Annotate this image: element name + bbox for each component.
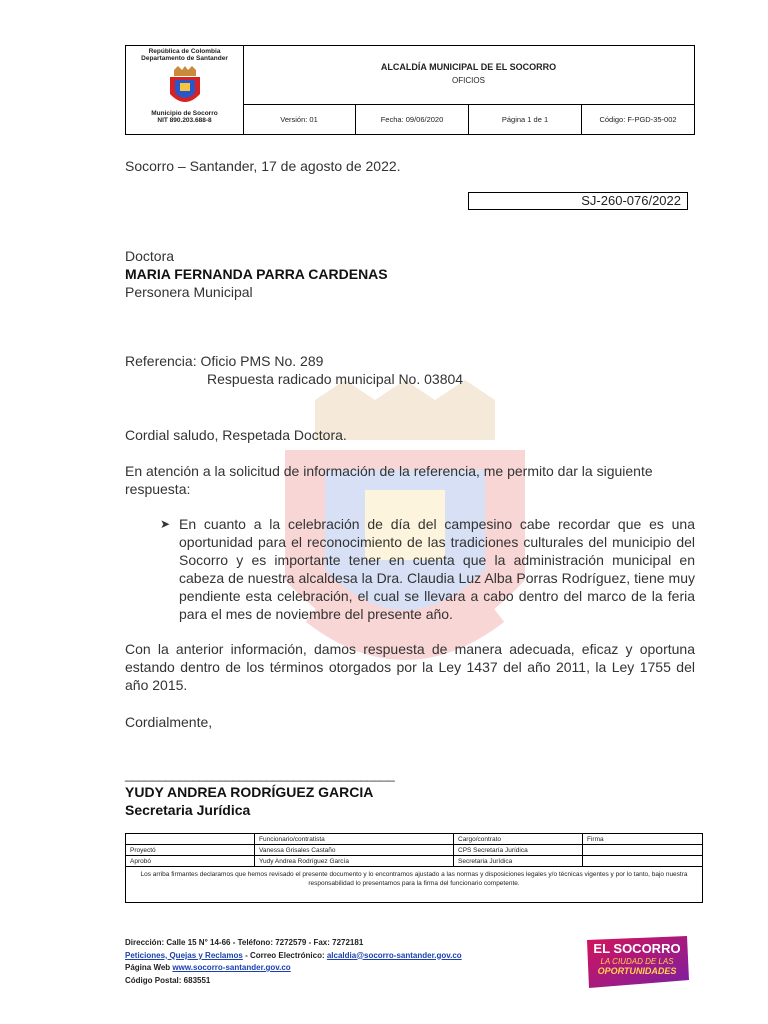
signer-role: Secretaria Jurídica <box>125 802 251 818</box>
recipient-name: MARIA FERNANDA PARRA CARDENAS <box>125 266 388 282</box>
table-cell <box>583 856 703 867</box>
website-link[interactable]: www.socorro-santander.gov.co <box>172 963 291 972</box>
table-cell: Yudy Andrea Rodríguez García <box>255 856 454 867</box>
bullet-arrow-icon: ➤ <box>160 517 171 531</box>
table-header-cell: Cargo/contrato <box>454 834 583 845</box>
el-socorro-badge <box>583 936 691 988</box>
farewell: Cordialmente, <box>125 714 213 730</box>
place-date: Socorro – Santander, 17 de agosto de 2022. <box>125 158 401 174</box>
table-cell: Vanessa Grisales Castaño <box>255 845 454 856</box>
signature-line: ________________________________________ <box>125 767 395 782</box>
header-org: ALCALDÍA MUNICIPAL DE EL SOCORRO <box>380 62 557 72</box>
pqr-link[interactable]: Peticiones, Quejas y Reclamos <box>125 950 243 960</box>
table-header-row <box>126 834 703 845</box>
badge-line-2: OPORTUNIDADES <box>597 966 677 976</box>
table-row <box>126 845 703 856</box>
table-cell: CPS Secretaría Jurídica <box>454 845 583 856</box>
footer <box>125 937 462 987</box>
reference-number: SJ-260-076/2022 <box>468 192 688 210</box>
header-title-cell <box>243 46 694 105</box>
greeting: Cordial saludo, Respetada Doctora. <box>125 427 347 443</box>
header-date: Fecha: 09/06/2020 <box>356 104 469 134</box>
document-header <box>125 45 695 135</box>
table-cell: Secretaria Jurídica <box>454 856 583 867</box>
header-doc-type: OFICIOS <box>452 76 485 85</box>
header-code: Código: F-PGD-35-002 <box>599 114 677 124</box>
header-page: Página 1 de 1 <box>469 104 582 134</box>
closing-paragraph: Con la anterior información, damos respuesta de manera adecuada, eficaz y oportuna estando dentro de los términos otorgados por la Ley 1437 del año 2011, la Ley 1755 del año 2015. <box>125 641 695 693</box>
header-country: República de Colombia <box>148 48 221 55</box>
footer-postal: Código Postal: 683551 <box>125 975 211 985</box>
table-cell: Proyectó <box>126 845 255 856</box>
header-logo-cell <box>126 46 244 134</box>
salutation-title: Doctora <box>125 248 175 264</box>
table-cell <box>583 845 703 856</box>
reference-line-2: Respuesta radicado municipal No. 03804 <box>207 371 464 387</box>
badge-line-1: LA CIUDAD DE LAS <box>600 957 674 966</box>
municipal-crest-icon <box>168 66 202 106</box>
disclaimer: Los arriba firmantes declaramos que hemos revisado el presente documento y lo encontramos ajustado a las normas y disposiciones legales y/o técnicas vigentes y por lo tanto, bajo nuestra responsabilidad lo presentamos para la firma del funcionario competente. <box>126 867 703 903</box>
bullet-paragraph: En cuanto a la celebración de día del campesino cabe recordar que es una oportunidad para el reconocimiento de las tradiciones culturales del municipio del Socorro y es importante tener en cuenta que la administración municipal en cabeza de nuestra alcaldesa la Dra. Claudia Luz Alba Porras Rodríguez, tiene muy pendiente esta celebración, el cual se llevara a cabo dentro del marco de la feria para el mes de noviembre del presente año. <box>179 516 695 622</box>
email-label: - Correo Electrónico: <box>242 950 327 960</box>
recipient-role: Personera Municipal <box>125 284 253 300</box>
email-link[interactable]: alcaldia@socorro-santander.gov.co <box>326 950 462 960</box>
header-nit: NIT 890.203.688-8 <box>157 117 212 124</box>
reference-line-1: Referencia: Oficio PMS No. 289 <box>125 353 324 369</box>
table-header-cell: Firma <box>583 834 703 845</box>
badge-title: EL SOCORRO <box>593 941 681 956</box>
table-row <box>126 856 703 867</box>
table-header-cell <box>126 834 255 845</box>
signer-name: YUDY ANDREA RODRÍGUEZ GARCIA <box>125 784 374 800</box>
web-label: Página Web <box>125 963 173 972</box>
approval-table <box>125 833 703 903</box>
table-cell: Aprobó <box>126 856 255 867</box>
footer-address: Dirección: Calle 15 N° 14-66 - Teléfono: 7272579 - Fax: 7272181 <box>125 938 364 947</box>
header-version: Versión: 01 <box>243 104 356 134</box>
table-header-cell: Funcionario/contratista <box>255 834 454 845</box>
header-municipality: Municipio de Socorro <box>151 110 218 117</box>
table-row <box>126 867 703 903</box>
header-department: Departamento de Santander <box>141 55 228 62</box>
intro-paragraph: En atención a la solicitud de información de la referencia, me permito dar la siguiente respuesta: <box>125 463 653 497</box>
